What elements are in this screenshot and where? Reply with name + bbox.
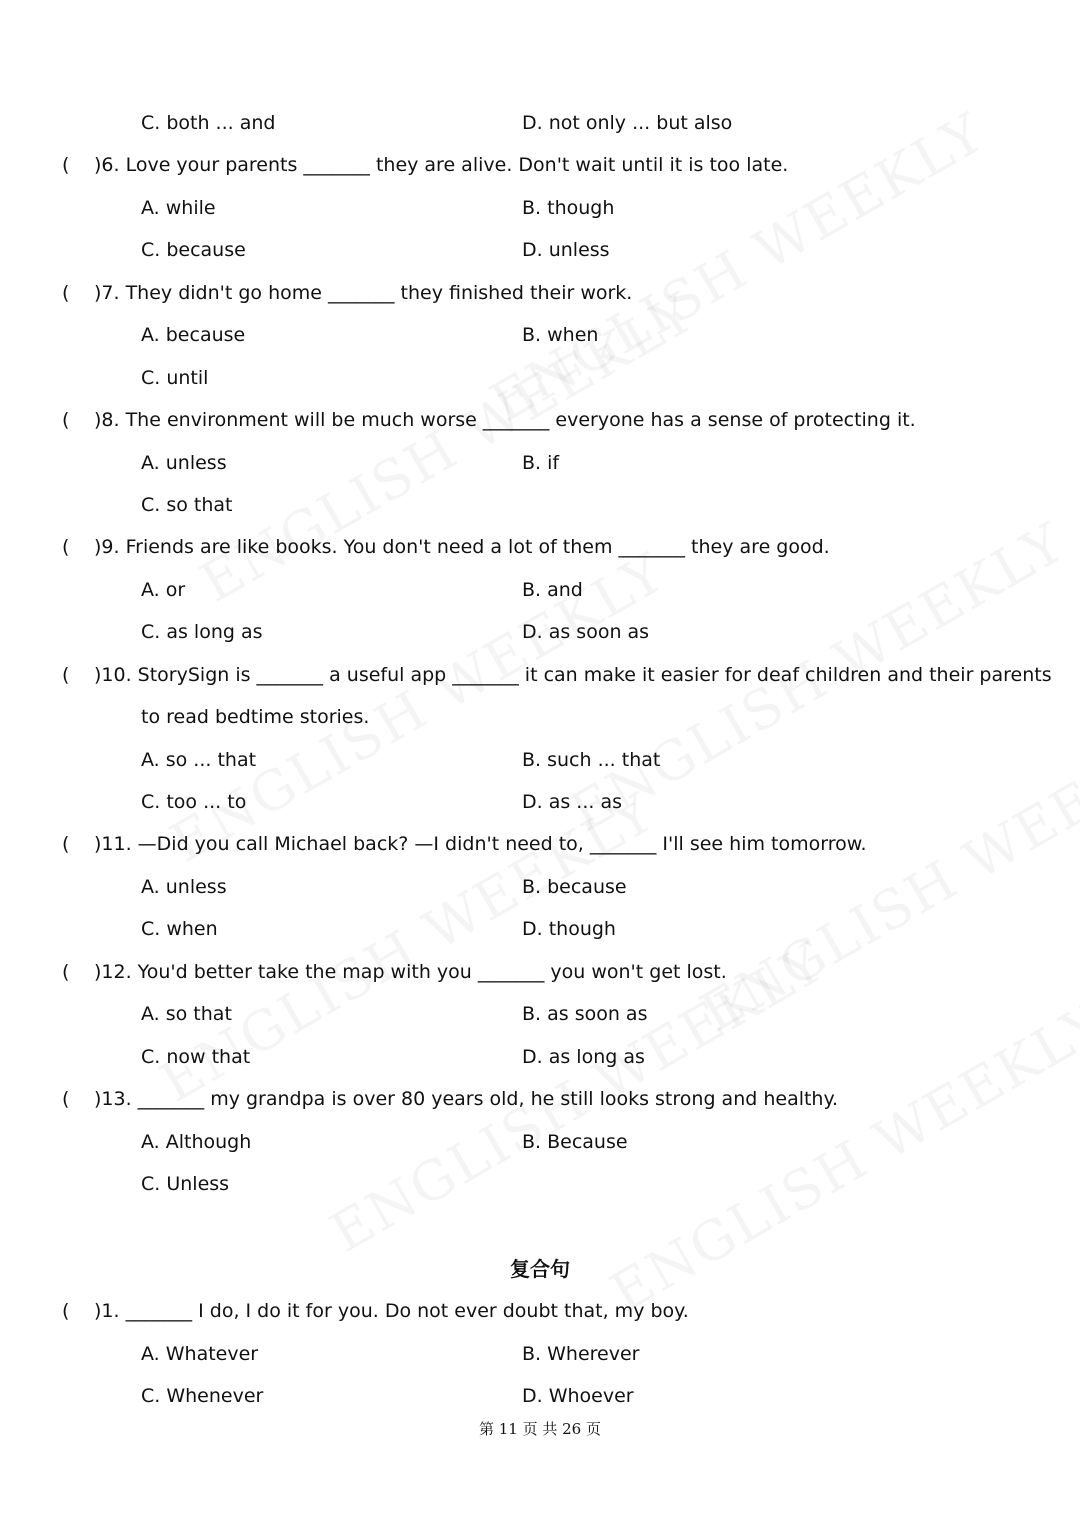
question-stem: )8. The environment will be much worse _______ everyone has a sense of protecting it. <box>94 409 916 431</box>
option-c: C. as long as <box>141 621 263 643</box>
option-d: D. as ... as <box>522 791 622 813</box>
answer-paren[interactable]: ( <box>62 664 70 686</box>
option-a: A. or <box>141 579 186 601</box>
option-c: C. until <box>141 367 209 389</box>
option-b: B. and <box>522 579 583 601</box>
question-stem: )13. _______ my grandpa is over 80 years old, he still looks strong and healthy. <box>94 1088 839 1110</box>
answer-paren[interactable]: ( <box>62 833 70 855</box>
question-stem: )1. _______ I do, I do it for you. Do not ever doubt that, my boy. <box>94 1300 689 1322</box>
answer-paren[interactable]: ( <box>62 1300 70 1322</box>
page-number-footer: 第 11 页 共 26 页 <box>478 1420 601 1438</box>
question-stem: )9. Friends are like books. You don't need a lot of them _______ they are good. <box>94 536 830 558</box>
option-d: D. though <box>522 918 616 940</box>
option-c: C. now that <box>141 1046 251 1068</box>
option-b: B. though <box>522 197 615 219</box>
question-stem: )12. You'd better take the map with you _______ you won't get lost. <box>94 961 727 983</box>
option-a: A. unless <box>141 876 227 898</box>
option-a: A. while <box>141 197 216 219</box>
option-d: D. not only ... but also <box>522 112 733 134</box>
question-stem-continuation: to read bedtime stories. <box>141 706 370 728</box>
question-stem: )10. StorySign is _______ a useful app _______ it can make it easier for deaf children and their parents <box>94 664 1052 686</box>
option-c: C. so that <box>141 494 233 516</box>
option-c: C. Unless <box>141 1173 230 1195</box>
option-a: A. Although <box>141 1131 252 1153</box>
option-d: D. unless <box>522 239 610 261</box>
option-c: C. too ... to <box>141 791 247 813</box>
option-d: D. as long as <box>522 1046 645 1068</box>
answer-paren[interactable]: ( <box>62 536 70 558</box>
option-b: B. Wherever <box>522 1343 640 1365</box>
option-b: B. Because <box>522 1131 628 1153</box>
option-d: D. Whoever <box>522 1385 634 1407</box>
question-stem: )7. They didn't go home _______ they finished their work. <box>94 282 633 304</box>
option-d: D. as soon as <box>522 621 650 643</box>
answer-paren[interactable]: ( <box>62 409 70 431</box>
option-c: C. when <box>141 918 218 940</box>
option-a: A. Whatever <box>141 1343 259 1365</box>
option-a: A. unless <box>141 452 227 474</box>
option-b: B. because <box>522 876 627 898</box>
section-title: 复合句 <box>510 1257 570 1281</box>
option-b: B. if <box>522 452 560 474</box>
question-stem: )6. Love your parents _______ they are alive. Don't wait until it is too late. <box>94 154 789 176</box>
option-b: B. as soon as <box>522 1003 648 1025</box>
answer-paren[interactable]: ( <box>62 154 70 176</box>
option-a: A. so that <box>141 1003 232 1025</box>
option-c: C. Whenever <box>141 1385 264 1407</box>
option-c: C. both ... and <box>141 112 276 134</box>
answer-paren[interactable]: ( <box>62 282 70 304</box>
option-a: A. so ... that <box>141 749 257 771</box>
option-b: B. when <box>522 324 599 346</box>
option-c: C. because <box>141 239 246 261</box>
option-b: B. such ... that <box>522 749 661 771</box>
answer-paren[interactable]: ( <box>62 961 70 983</box>
option-a: A. because <box>141 324 246 346</box>
answer-paren[interactable]: ( <box>62 1088 70 1110</box>
question-stem: )11. —Did you call Michael back? —I didn't need to, _______ I'll see him tomorrow. <box>94 833 867 855</box>
